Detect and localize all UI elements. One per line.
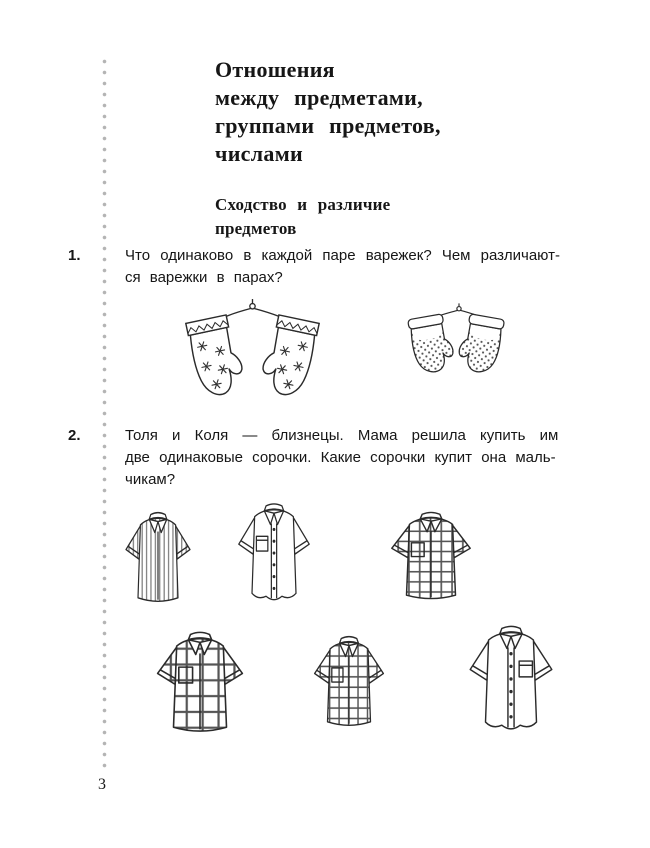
figure-mittens-dotted bbox=[396, 302, 522, 397]
figure-mittens-snowflake bbox=[168, 298, 338, 410]
task-1-text-line: Что одинаково в каждой паре варежек? Чем различают- bbox=[125, 247, 560, 264]
shirt-checked-small-icon bbox=[306, 630, 392, 736]
section-subtitle-line: предметов bbox=[215, 219, 297, 238]
figure-shirt-checked bbox=[382, 506, 480, 614]
mittens-snowflake-icon bbox=[168, 298, 338, 405]
shirt-checked-large-icon bbox=[147, 625, 253, 743]
chapter-title-line: числами bbox=[215, 141, 303, 166]
figure-shirt-checked-small bbox=[306, 630, 392, 741]
task-2-number: 2. bbox=[68, 427, 81, 444]
figure-shirt-striped bbox=[118, 506, 198, 617]
page-number: 3 bbox=[98, 776, 106, 793]
chapter-title-line: между предметами, bbox=[215, 85, 423, 110]
task-2-text-line: две одинаковые сорочки. Какие сорочки купит она маль- bbox=[125, 449, 556, 466]
margin-dotted-rule bbox=[102, 58, 107, 770]
chapter-title bbox=[215, 56, 441, 168]
task-2-text-line: чикам? bbox=[125, 471, 176, 488]
section-subtitle-line: Сходство и различие bbox=[215, 195, 391, 214]
figure-shirt-plain-pocket bbox=[460, 619, 562, 746]
section-subtitle bbox=[215, 193, 390, 241]
chapter-title-line: группами предметов, bbox=[215, 113, 441, 138]
shirt-plain-pocket-icon bbox=[460, 619, 562, 741]
task-1-number: 1. bbox=[68, 247, 81, 264]
task-2 bbox=[68, 425, 584, 491]
task-1-text bbox=[125, 245, 584, 289]
shirt-checked-icon bbox=[382, 506, 480, 609]
task-2-text bbox=[125, 425, 584, 491]
figure-shirt-plain-long bbox=[230, 497, 318, 616]
shirt-striped-icon bbox=[118, 506, 198, 612]
shirt-plain-long-icon bbox=[230, 497, 318, 611]
task-1 bbox=[68, 245, 584, 289]
mittens-dotted-icon bbox=[396, 302, 522, 392]
task-2-text-line: Толя и Коля — близнецы. Мама решила купить им bbox=[125, 427, 559, 444]
chapter-title-line: Отношения bbox=[215, 57, 335, 82]
task-1-text-line: ся варежки в парах? bbox=[125, 269, 283, 286]
figure-shirt-checked-large bbox=[147, 625, 253, 748]
